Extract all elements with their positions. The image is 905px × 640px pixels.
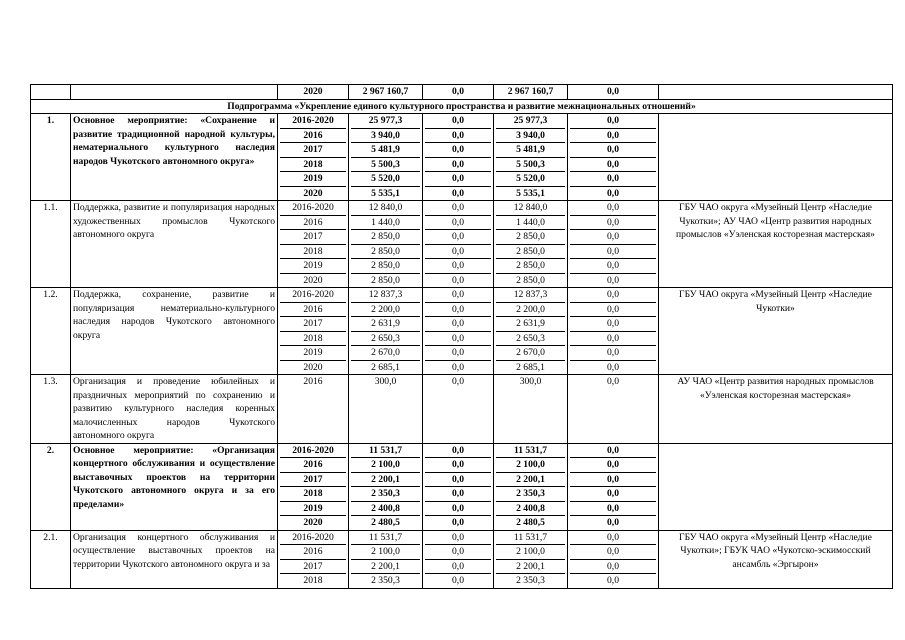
- year-value: 2016: [280, 457, 346, 472]
- funding-value: 5 520,0: [496, 171, 565, 186]
- funding-value: 2 200,1: [496, 472, 565, 487]
- funding-value: 2 670,0: [496, 345, 565, 360]
- year-value: 2017: [280, 142, 346, 157]
- funding-value: 2 685,1: [496, 360, 565, 375]
- funding-value: 0,0: [425, 186, 491, 201]
- funding-value: 0,0: [607, 202, 619, 213]
- measure-description: Организация концертного обслуживания и осуществление выставочных проектов на территории Чукотского автономного округа и за: [71, 530, 278, 588]
- measure-description: Организация и проведение юбилейных и праздничных мероприятий по сохранению и развитию культурного наследия коренных малочисленных народов Чукотского автономного округа: [71, 375, 278, 444]
- year-value: 2016-2020: [292, 444, 334, 456]
- funding-value: 2 850,0: [496, 258, 565, 273]
- c2-column-cell: [494, 530, 568, 588]
- measure-description: Основное мероприятие: «Сохранение и развитие традиционной народной культуры, нематериального культурного наследия народов Чукотского автономного округа»: [71, 114, 278, 201]
- responsible-organization: АУ ЧАО «Центр развития народных промыслов «Уэленская косторезная мастерская»: [659, 375, 893, 444]
- year-cell: 2020: [278, 85, 349, 100]
- measure-number: 1.3.: [31, 375, 71, 444]
- total-funding-value: 3 940,0: [351, 128, 420, 143]
- total-funding-value: 1 440,0: [351, 215, 420, 230]
- measure-number: 1.1.: [31, 201, 71, 288]
- measure-number: 1.: [31, 114, 71, 201]
- funding-value: 0,0: [425, 331, 491, 346]
- year-value: 2016-2020: [292, 531, 334, 543]
- previous-period-row: [31, 85, 893, 100]
- c2-column-cell: [494, 114, 568, 201]
- total-funding-value: 12 837,3: [368, 289, 403, 300]
- measure-row: [31, 288, 893, 375]
- funding-value: 0,0: [570, 186, 656, 201]
- funding-value: 0,0: [425, 544, 491, 559]
- measure-row: [31, 375, 893, 444]
- year-value: 2017: [280, 559, 346, 574]
- c2-column-cell: [494, 375, 568, 444]
- year-value: 2018: [280, 157, 346, 172]
- funding-value: 2 650,3: [496, 331, 565, 346]
- years-column-cell: [278, 530, 349, 588]
- funding-value: 2 631,9: [496, 316, 565, 331]
- year-value: 2016: [280, 128, 346, 143]
- c3-column-cell: [568, 288, 659, 375]
- funding-value: 0,0: [452, 115, 464, 126]
- funding-value: 0,0: [570, 486, 656, 501]
- funding-value: 2 850,0: [496, 244, 565, 259]
- funding-value: 0,0: [425, 559, 491, 574]
- total-funding-value: 11 531,7: [368, 444, 403, 456]
- funding-value: 0,0: [452, 202, 464, 213]
- total-funding-value: 2 400,8: [351, 501, 420, 516]
- total-funding-value: 2 850,0: [351, 273, 420, 288]
- c1-column-cell: [423, 530, 494, 588]
- funding-value: 0,0: [425, 258, 491, 273]
- year-value: 2016: [280, 302, 346, 317]
- total-column-cell: [349, 530, 423, 588]
- years-column-cell: [278, 114, 349, 201]
- funding-value: 2 400,8: [496, 501, 565, 516]
- year-value: 2018: [280, 486, 346, 501]
- funding-value: 0,0: [570, 501, 656, 516]
- measure-number: 2.1.: [31, 530, 71, 588]
- funding-value: 0,0: [425, 142, 491, 157]
- funding-value: 0,0: [570, 229, 656, 244]
- funding-value: 5 535,1: [496, 186, 565, 201]
- funding-value: 0,0: [570, 515, 656, 530]
- funding-value: 0,0: [570, 258, 656, 273]
- total-funding-value: 12 840,0: [368, 202, 403, 213]
- funding-value: 0,0: [425, 302, 491, 317]
- funding-value: 0,0: [570, 472, 656, 487]
- total-cell: 2 967 160,7: [349, 85, 423, 100]
- total-funding-value: 2 350,3: [351, 486, 420, 501]
- funding-value: 2 100,0: [496, 457, 565, 472]
- total-column-cell: [349, 375, 423, 444]
- total-funding-value: 2 850,0: [351, 244, 420, 259]
- total-column-cell: [349, 201, 423, 288]
- c3-column-cell: [568, 375, 659, 444]
- funding-value: 2 350,3: [496, 573, 565, 588]
- year-value: 2017: [280, 229, 346, 244]
- total-column-cell: [349, 443, 423, 530]
- funding-value: 25 977,3: [513, 115, 548, 126]
- year-value: 2019: [280, 345, 346, 360]
- year-value: 2018: [280, 573, 346, 588]
- c3-column-cell: [568, 443, 659, 530]
- year-value: 2020: [280, 360, 346, 375]
- total-funding-value: 5 500,3: [351, 157, 420, 172]
- measure-row: [31, 530, 893, 588]
- c1-column-cell: [423, 114, 494, 201]
- year-value: 2019: [280, 258, 346, 273]
- funding-value: 0,0: [425, 345, 491, 360]
- funding-value: 0,0: [425, 171, 491, 186]
- empty-org-cell: [659, 85, 893, 100]
- total-column-cell: [349, 114, 423, 201]
- total-funding-value: 2 670,0: [351, 345, 420, 360]
- funding-value: 5 500,3: [496, 157, 565, 172]
- year-value: 2020: [280, 273, 346, 288]
- funding-value: 0,0: [570, 345, 656, 360]
- c1-column-cell: [423, 443, 494, 530]
- responsible-organization: ГБУ ЧАО округа «Музейный Центр «Наследие Чукотки»; АУ ЧАО «Центр развития народных промыслов «Уэленская косторезная мастерская»: [659, 201, 893, 288]
- total-funding-value: 2 350,3: [351, 573, 420, 588]
- funding-value: 2 200,0: [496, 302, 565, 317]
- funding-cell: 0,0: [423, 85, 494, 100]
- funding-value: 0,0: [452, 444, 464, 456]
- funding-cell: 0,0: [568, 85, 659, 100]
- year-value: 2019: [280, 501, 346, 516]
- funding-value: 0,0: [425, 501, 491, 516]
- funding-value: 0,0: [425, 472, 491, 487]
- funding-value: 0,0: [425, 457, 491, 472]
- total-funding-value: 2 480,5: [351, 515, 420, 530]
- year-value: 2016-2020: [292, 289, 334, 300]
- funding-value: 0,0: [607, 531, 619, 543]
- year-value: 2016: [280, 544, 346, 559]
- measure-row: [31, 114, 893, 201]
- funding-value: 0,0: [570, 573, 656, 588]
- year-value: 2020: [280, 515, 346, 530]
- year-value: 2016: [280, 215, 346, 230]
- year-value: 2018: [280, 244, 346, 259]
- years-column-cell: [278, 201, 349, 288]
- c1-column-cell: [423, 201, 494, 288]
- funding-value: 0,0: [570, 457, 656, 472]
- responsible-organization: [659, 443, 893, 530]
- measure-number: 2.: [31, 443, 71, 530]
- responsible-organization: [659, 114, 893, 201]
- measure-row: [31, 201, 893, 288]
- total-funding-value: 2 631,9: [351, 316, 420, 331]
- funding-value: 0,0: [425, 128, 491, 143]
- measure-row: [31, 443, 893, 530]
- years-column-cell: [278, 288, 349, 375]
- year-value: 2016-2020: [292, 115, 334, 126]
- funding-value: 0,0: [452, 289, 464, 300]
- funding-value: 0,0: [570, 128, 656, 143]
- funding-value: 0,0: [425, 157, 491, 172]
- funding-value: 0,0: [570, 302, 656, 317]
- c3-column-cell: [568, 114, 659, 201]
- total-funding-value: 2 685,1: [351, 360, 420, 375]
- funding-value: 0,0: [425, 486, 491, 501]
- measure-description: Поддержка, сохранение, развитие и популяризация нематериально-культурного наследия народов Чукотского автономного округа: [71, 288, 278, 375]
- c3-column-cell: [568, 530, 659, 588]
- years-column-cell: [278, 443, 349, 530]
- total-funding-value: 2 200,1: [351, 559, 420, 574]
- funding-value: 0,0: [607, 376, 619, 387]
- years-column-cell: [278, 375, 349, 444]
- funding-value: 0,0: [425, 229, 491, 244]
- funding-value: 0,0: [607, 115, 619, 126]
- year-value: 2017: [280, 316, 346, 331]
- measure-number: 1.2.: [31, 288, 71, 375]
- responsible-organization: ГБУ ЧАО округа «Музейный Центр «Наследие Чукотки»; ГБУК ЧАО «Чукотско-эскимосский ансамбль «Эргырон»: [659, 530, 893, 588]
- funding-value: 0,0: [570, 331, 656, 346]
- funding-value: 0,0: [570, 142, 656, 157]
- funding-value: 2 350,3: [496, 486, 565, 501]
- funding-cell: 2 967 160,7: [494, 85, 568, 100]
- total-funding-value: 5 520,0: [351, 171, 420, 186]
- responsible-organization: ГБУ ЧАО округа «Музейный Центр «Наследие Чукотки»: [659, 288, 893, 375]
- funding-value: 5 481,9: [496, 142, 565, 157]
- total-funding-value: 2 650,3: [351, 331, 420, 346]
- total-funding-value: 300,0: [374, 376, 397, 387]
- c2-column-cell: [494, 288, 568, 375]
- funding-value: 0,0: [425, 215, 491, 230]
- total-funding-value: 2 850,0: [351, 258, 420, 273]
- funding-value: 0,0: [425, 273, 491, 288]
- total-funding-value: 5 535,1: [351, 186, 420, 201]
- empty-description-cell: [71, 85, 278, 100]
- funding-value: 0,0: [570, 244, 656, 259]
- budget-table-page: [30, 84, 892, 589]
- funding-value: 0,0: [570, 171, 656, 186]
- total-funding-value: 2 200,1: [351, 472, 420, 487]
- funding-value: 0,0: [570, 360, 656, 375]
- funding-value: 2 850,0: [496, 273, 565, 288]
- total-funding-value: 2 850,0: [351, 229, 420, 244]
- year-value: 2016-2020: [292, 202, 334, 213]
- empty-number-cell: [31, 85, 71, 100]
- funding-value: 300,0: [519, 376, 542, 387]
- funding-value: 0,0: [425, 316, 491, 331]
- total-funding-value: 5 481,9: [351, 142, 420, 157]
- c1-column-cell: [423, 375, 494, 444]
- funding-value: 0,0: [425, 515, 491, 530]
- funding-value: 0,0: [425, 573, 491, 588]
- funding-value: 0,0: [570, 316, 656, 331]
- funding-value: 11 531,7: [513, 531, 548, 543]
- funding-value: 2 200,1: [496, 559, 565, 574]
- total-funding-value: 2 100,0: [351, 457, 420, 472]
- funding-value: 11 531,7: [513, 444, 548, 456]
- funding-value: 0,0: [570, 273, 656, 288]
- funding-value: 3 940,0: [496, 128, 565, 143]
- funding-value: 2 100,0: [496, 544, 565, 559]
- funding-value: 2 480,5: [496, 515, 565, 530]
- year-value: 2020: [280, 186, 346, 201]
- funding-value: 0,0: [425, 360, 491, 375]
- c1-column-cell: [423, 288, 494, 375]
- funding-value: 0,0: [570, 559, 656, 574]
- measure-description: Основное мероприятие: «Организация концертного обслуживания и осуществление выставочных проектов на территории Чукотского автономного округа и за его пределами»: [71, 443, 278, 530]
- funding-value: 1 440,0: [496, 215, 565, 230]
- funding-value: 0,0: [452, 376, 464, 387]
- funding-value: 0,0: [570, 544, 656, 559]
- total-funding-value: 2 100,0: [351, 544, 420, 559]
- funding-value: 0,0: [570, 157, 656, 172]
- total-funding-value: 2 200,0: [351, 302, 420, 317]
- subprogram-title: Подпрограмма «Укрепление единого культурного пространства и развитие межнациональных отношений»: [31, 99, 893, 114]
- measure-description: Поддержка, развитие и популяризация народных художественных промыслов Чукотского автономного округа: [71, 201, 278, 288]
- funding-value: 0,0: [425, 244, 491, 259]
- c2-column-cell: [494, 443, 568, 530]
- funding-value: 0,0: [607, 289, 619, 300]
- year-value: 2016: [303, 376, 323, 387]
- year-value: 2018: [280, 331, 346, 346]
- total-column-cell: [349, 288, 423, 375]
- funding-value: 0,0: [607, 444, 619, 456]
- funding-value: 0,0: [452, 531, 464, 543]
- c3-column-cell: [568, 201, 659, 288]
- funding-value: 12 837,3: [513, 289, 548, 300]
- budget-table: [30, 84, 893, 589]
- total-funding-value: 25 977,3: [368, 115, 403, 126]
- funding-value: 2 850,0: [496, 229, 565, 244]
- total-funding-value: 11 531,7: [368, 531, 403, 543]
- year-value: 2019: [280, 171, 346, 186]
- year-value: 2017: [280, 472, 346, 487]
- funding-value: 0,0: [570, 215, 656, 230]
- funding-value: 12 840,0: [513, 202, 548, 213]
- subprogram-row: [31, 99, 893, 114]
- c2-column-cell: [494, 201, 568, 288]
